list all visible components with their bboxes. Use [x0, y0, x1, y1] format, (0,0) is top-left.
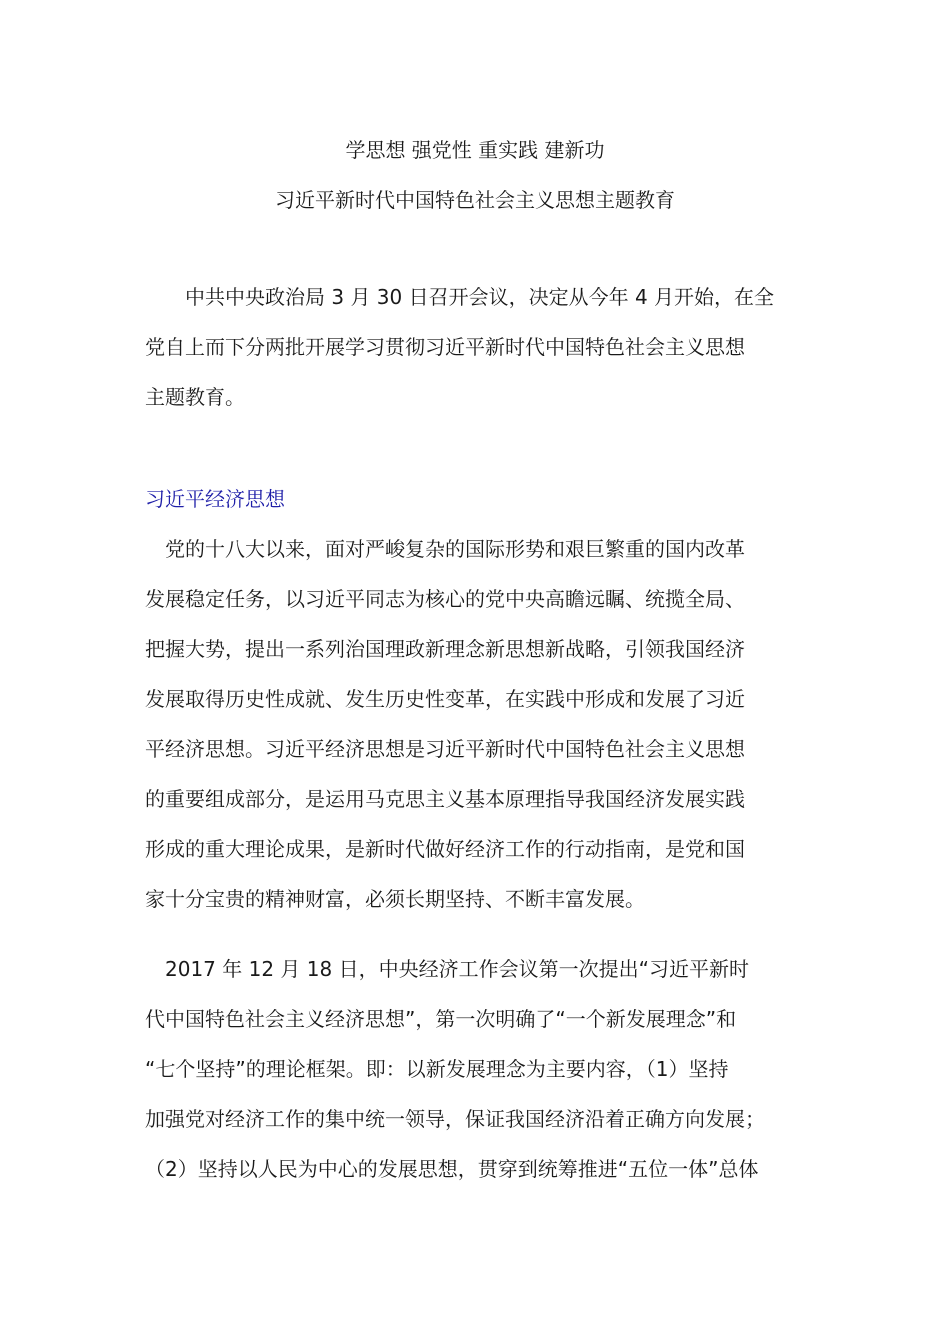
- paragraph-line: 形成的重大理论成果，是新时代做好经济工作的行动指南，是党和国: [145, 837, 745, 861]
- framework-paragraph: [145, 944, 815, 1194]
- paragraph-line: 平经济思想。习近平经济思想是习近平新时代中国特色社会主义思想: [145, 737, 745, 761]
- paragraph-line: 的重要组成部分，是运用马克思主义基本原理指导我国经济发展实践: [145, 787, 745, 811]
- section-heading: 习近平经济思想: [145, 487, 285, 511]
- paragraph-line: 党自上而下分两批开展学习贯彻习近平新时代中国特色社会主义思想: [145, 335, 745, 359]
- paragraph-line: 发展取得历史性成就、发生历史性变革，在实践中形成和发展了习近: [145, 687, 745, 711]
- paragraph-line: 家十分宝贵的精神财富，必须长期坚持、不断丰富发展。: [145, 887, 645, 911]
- paragraph-line: 党的十八大以来，面对严峻复杂的国际形势和艰巨繁重的国内改革: [145, 537, 745, 561]
- paragraph-line: 发展稳定任务，以习近平同志为核心的党中央高瞻远瞩、统揽全局、: [145, 587, 745, 611]
- paragraph-line: 加强党对经济工作的集中统一领导，保证我国经济沿着正确方向发展；: [145, 1107, 765, 1131]
- intro-paragraph: [145, 272, 815, 422]
- paragraph-line: “七个坚持”的理论框架。即：以新发展理念为主要内容，（1）坚持: [145, 1057, 729, 1081]
- document-subtitle: 习近平新时代中国特色社会主义思想主题教育: [275, 188, 675, 212]
- paragraph-line: 代中国特色社会主义经济思想”，第一次明确了“一个新发展理念”和: [145, 1007, 737, 1031]
- paragraph-line: 把握大势，提出一系列治国理政新理念新思想新战略，引领我国经济: [145, 637, 745, 661]
- document-title: 学思想 强党性 重实践 建新功: [345, 138, 605, 162]
- paragraph-line: 2017 年 12 月 18 日，中央经济工作会议第一次提出“习近平新时: [145, 957, 749, 981]
- economic-thought-paragraph: [145, 524, 815, 924]
- paragraph-line: （2）坚持以人民为中心的发展思想，贯穿到统筹推进“五位一体”总体: [145, 1157, 759, 1181]
- paragraph-line: 中共中央政治局 3 月 30 日召开会议，决定从今年 4 月开始，在全: [145, 285, 775, 309]
- paragraph-line: 主题教育。: [145, 385, 245, 409]
